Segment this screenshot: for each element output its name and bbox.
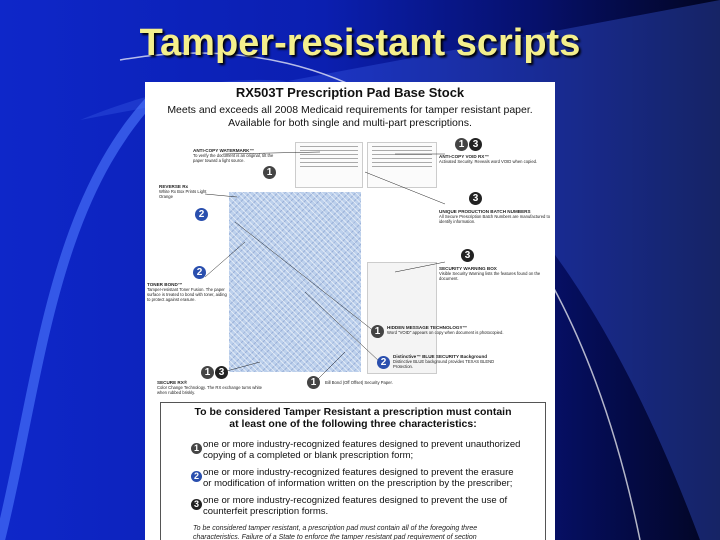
marker-1: 1 (201, 366, 214, 379)
label-anti-copy (193, 148, 275, 163)
label-blue-text: Distinctive BLUE background provides TEXAS BLEND Protection. (393, 359, 495, 369)
label-secure-title: SECURE RX® (157, 380, 188, 385)
requirements-heading-1: To be considered Tamper Resistant a prescription must contain (194, 406, 512, 418)
label-anti-copy-text: To verify the document is an original, tilt the paper toward a light source. (193, 153, 274, 163)
label-bill-bond: Bill Bond (Off Offset) Security Paper. (325, 380, 393, 385)
label-void-title: ANTI-COPY VOID RX™ (439, 154, 489, 159)
document-heading: RX503T Prescription Pad Base Stock (235, 85, 465, 100)
label-void-text: Activated Security. Reveals word VOID when copied. (439, 159, 538, 164)
label-hidden-message (387, 325, 507, 335)
criterion-1-number: 1 (191, 443, 202, 454)
criterion-3-number: 3 (191, 499, 202, 510)
label-anti-copy-void (439, 154, 551, 164)
label-unique-batch (439, 209, 551, 224)
marker-3: 3 (469, 138, 482, 151)
marker-2: 2 (377, 356, 390, 369)
criterion-1-line-2: copying of a completed or blank prescription form; (203, 450, 414, 461)
criterion-3 (203, 495, 533, 517)
label-hidden-text: Word "VOID" appears on copy when document is photocopied. (387, 330, 504, 335)
marker-1: 1 (263, 166, 276, 179)
marker-2: 2 (193, 266, 206, 279)
label-warning-text: Visible Security Warning lists the features found on the document. (439, 271, 541, 281)
marker-1: 1 (371, 325, 384, 338)
requirements-footer-1: To be considered tamper resistant, a prescription pad must contain all of the foregoing three (193, 525, 478, 532)
criterion-2-line-2: or modification of information written on the prescription by the prescriber; (203, 478, 513, 489)
label-hidden-title: HIDDEN MESSAGE TECHNOLOGY™ (387, 325, 468, 330)
marker-1: 1 (307, 376, 320, 389)
requirements-footer-2: characteristics. Failure of a State to enforce the tamper resistant pad requirement of section (193, 534, 477, 540)
criterion-2 (203, 467, 533, 489)
label-toner-bond (147, 282, 227, 302)
criterion-3-line-2: counterfeit prescription forms. (203, 506, 329, 517)
label-secure-rx (157, 380, 267, 395)
label-reverse-title: REVERSE Rx (159, 184, 189, 189)
marker-2: 2 (195, 208, 208, 221)
label-reverse-rx (159, 184, 219, 199)
label-anti-copy-title: ANTI-COPY WATERMARK™ (193, 148, 255, 153)
marker-1: 1 (455, 138, 468, 151)
label-unique-title: UNIQUE PRODUCTION BATCH NUMBERS (439, 209, 531, 214)
requirements-box (160, 402, 546, 540)
marker-3: 3 (461, 249, 474, 262)
label-toner-text: Tamper-resistant Toner Fusion. The paper surface is treated to bond with toner, aiding to protect against erasure. (147, 287, 227, 302)
document-subheading-2: Available for both single and multi-part prescriptions. (228, 117, 472, 129)
label-blue-title: Distinctive™ BLUE SECURITY Background (393, 354, 488, 359)
marker-3: 3 (215, 366, 228, 379)
label-blue-security (393, 354, 505, 369)
label-toner-title: TONER BOND™ (147, 282, 183, 287)
label-security-warning (439, 266, 551, 281)
slide-title: Tamper-resistant scripts (139, 22, 581, 64)
label-reverse-text: White Rx Box Prints Light Orange (159, 189, 207, 199)
document-subheading-1: Meets and exceeds all 2008 Medicaid requirements for tamper resistant paper. (167, 104, 533, 116)
label-secure-text: Color Change Technology. The RX exchange turns white when rubbed briskly. (157, 385, 262, 395)
criterion-1 (203, 439, 533, 461)
label-unique-text: All Secure Prescription Batch Numbers are manufactured to identify information. (439, 214, 551, 224)
criterion-2-line-1: one or more industry-recognized features designed to prevent the erasure (203, 467, 514, 478)
criterion-2-number: 2 (191, 471, 202, 482)
marker-3: 3 (469, 192, 482, 205)
label-warning-title: SECURITY WARNING BOX (439, 266, 497, 271)
document-image (145, 82, 555, 540)
requirements-heading-2: at least one of the following three characteristics: (229, 418, 477, 430)
criterion-1-line-1: one or more industry-recognized features designed to prevent unauthorized (203, 439, 521, 450)
criterion-3-line-1: one or more industry-recognized features designed to prevent the use of (203, 495, 508, 506)
